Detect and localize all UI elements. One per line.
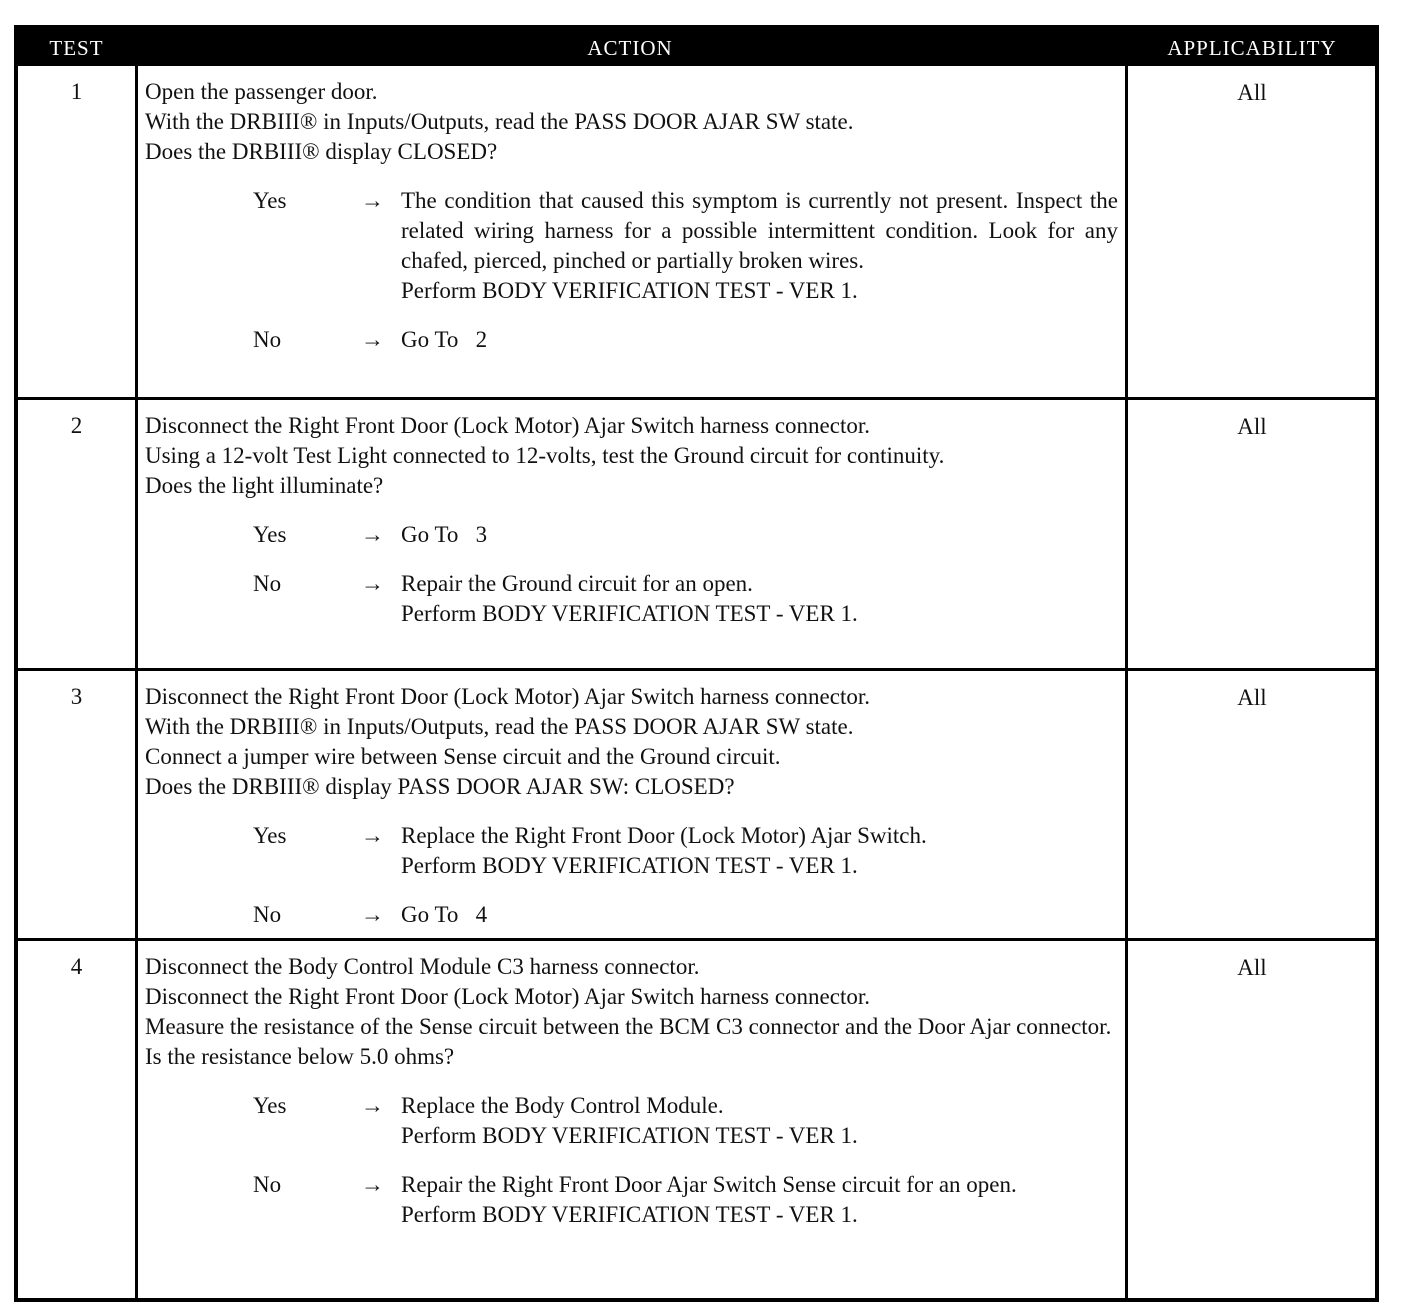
- result-line: Perform BODY VERIFICATION TEST - VER 1.: [401, 1202, 858, 1227]
- result-line: Go To 3: [401, 522, 488, 547]
- no-result: [401, 900, 1118, 930]
- result-line: Perform BODY VERIFICATION TEST - VER 1.: [401, 1123, 858, 1148]
- action-cell: [145, 682, 1118, 930]
- arrow-icon: →: [361, 522, 384, 547]
- table-row: [18, 66, 1375, 397]
- result-line: Go To 4: [401, 902, 488, 927]
- result-line: Perform BODY VERIFICATION TEST - VER 1.: [401, 601, 858, 626]
- no-result: [401, 569, 1118, 629]
- arrow-icon: →: [361, 327, 384, 352]
- result-line: The condition that caused this symptom is currently not present. Inspect the related wiring harness for a possible intermittent condition. Look for any chafed, pierced, pinched or partially broken wires.: [401, 188, 1118, 273]
- instruction-line: Measure the resistance of the Sense circuit between the BCM C3 connector and the Door Ajar connector.: [145, 1014, 1112, 1039]
- instruction-line: With the DRBIII® in Inputs/Outputs, read the PASS DOOR AJAR SW state.: [145, 714, 854, 739]
- no-answer: [145, 569, 1118, 629]
- test-number: 2: [70, 413, 83, 438]
- result-line: Perform BODY VERIFICATION TEST - VER 1.: [401, 278, 858, 303]
- no-label: No: [253, 327, 282, 352]
- result-line: Repair the Ground circuit for an open.: [401, 571, 753, 596]
- arrow-icon: →: [361, 571, 384, 596]
- yes-answer: [145, 821, 1118, 881]
- arrow-icon: →: [361, 1093, 384, 1118]
- no-answer: [145, 900, 1118, 930]
- header-test: TEST: [49, 36, 104, 60]
- action-cell: [145, 411, 1118, 629]
- instruction-line: Does the light illuminate?: [145, 473, 384, 498]
- no-answer: [145, 325, 1118, 355]
- instruction-line: Disconnect the Right Front Door (Lock Motor) Ajar Switch harness connector.: [145, 413, 870, 438]
- yes-result: [401, 1091, 1118, 1151]
- test-number: 1: [70, 79, 83, 104]
- yes-answer: [145, 520, 1118, 550]
- instruction-line: Is the resistance below 5.0 ohms?: [145, 1044, 455, 1069]
- arrow-icon: →: [361, 188, 384, 213]
- table-row: [18, 938, 1375, 1299]
- result-line: Repair the Right Front Door Ajar Switch Sense circuit for an open.: [401, 1172, 1017, 1197]
- instruction-line: Disconnect the Right Front Door (Lock Motor) Ajar Switch harness connector.: [145, 684, 870, 709]
- no-label: No: [253, 571, 282, 596]
- applicability-cell: All: [1237, 685, 1267, 710]
- diagnostic-table: [14, 25, 1379, 1302]
- yes-result: [401, 520, 1118, 550]
- action-cell: [145, 77, 1118, 355]
- table-header: [18, 29, 1375, 66]
- test-number: 4: [70, 954, 83, 979]
- table-row: [18, 397, 1375, 668]
- instruction-line: Disconnect the Body Control Module C3 harness connector.: [145, 954, 700, 979]
- instruction-line: Does the DRBIII® display CLOSED?: [145, 139, 498, 164]
- arrow-icon: →: [361, 823, 384, 848]
- no-result: [401, 1170, 1118, 1230]
- yes-label: Yes: [253, 522, 287, 547]
- yes-answer: [145, 186, 1118, 306]
- result-line: Go To 2: [401, 327, 488, 352]
- instruction-line: Using a 12-volt Test Light connected to 12-volts, test the Ground circuit for continuity.: [145, 443, 945, 468]
- header-action: ACTION: [587, 36, 673, 60]
- result-line: Replace the Right Front Door (Lock Motor) Ajar Switch.: [401, 823, 927, 848]
- instruction-line: Disconnect the Right Front Door (Lock Motor) Ajar Switch harness connector.: [145, 984, 870, 1009]
- yes-answer: [145, 1091, 1118, 1151]
- arrow-icon: →: [361, 1172, 384, 1197]
- instruction-line: Connect a jumper wire between Sense circuit and the Ground circuit.: [145, 744, 781, 769]
- no-label: No: [253, 1172, 282, 1197]
- yes-label: Yes: [253, 1093, 287, 1118]
- no-answer: [145, 1170, 1118, 1230]
- arrow-icon: →: [361, 902, 384, 927]
- header-applicability: APPLICABILITY: [1167, 36, 1337, 60]
- no-label: No: [253, 902, 282, 927]
- applicability-cell: All: [1237, 414, 1267, 439]
- yes-result: [401, 821, 1118, 881]
- result-line: Perform BODY VERIFICATION TEST - VER 1.: [401, 853, 858, 878]
- no-result: [401, 325, 1118, 355]
- applicability-cell: All: [1237, 955, 1267, 980]
- yes-result: [401, 186, 1118, 306]
- result-line: Replace the Body Control Module.: [401, 1093, 724, 1118]
- instruction-line: Does the DRBIII® display PASS DOOR AJAR SW: CLOSED?: [145, 774, 735, 799]
- test-number: 3: [70, 684, 83, 709]
- yes-label: Yes: [253, 188, 287, 213]
- instructions: [145, 682, 1118, 802]
- instruction-line: Open the passenger door.: [145, 79, 378, 104]
- instructions: [145, 952, 1118, 1072]
- instructions: [145, 411, 1118, 501]
- yes-label: Yes: [253, 823, 287, 848]
- applicability-cell: All: [1237, 80, 1267, 105]
- instructions: [145, 77, 1118, 167]
- instruction-line: With the DRBIII® in Inputs/Outputs, read the PASS DOOR AJAR SW state.: [145, 109, 854, 134]
- table-row: [18, 668, 1375, 938]
- action-cell: [145, 952, 1118, 1230]
